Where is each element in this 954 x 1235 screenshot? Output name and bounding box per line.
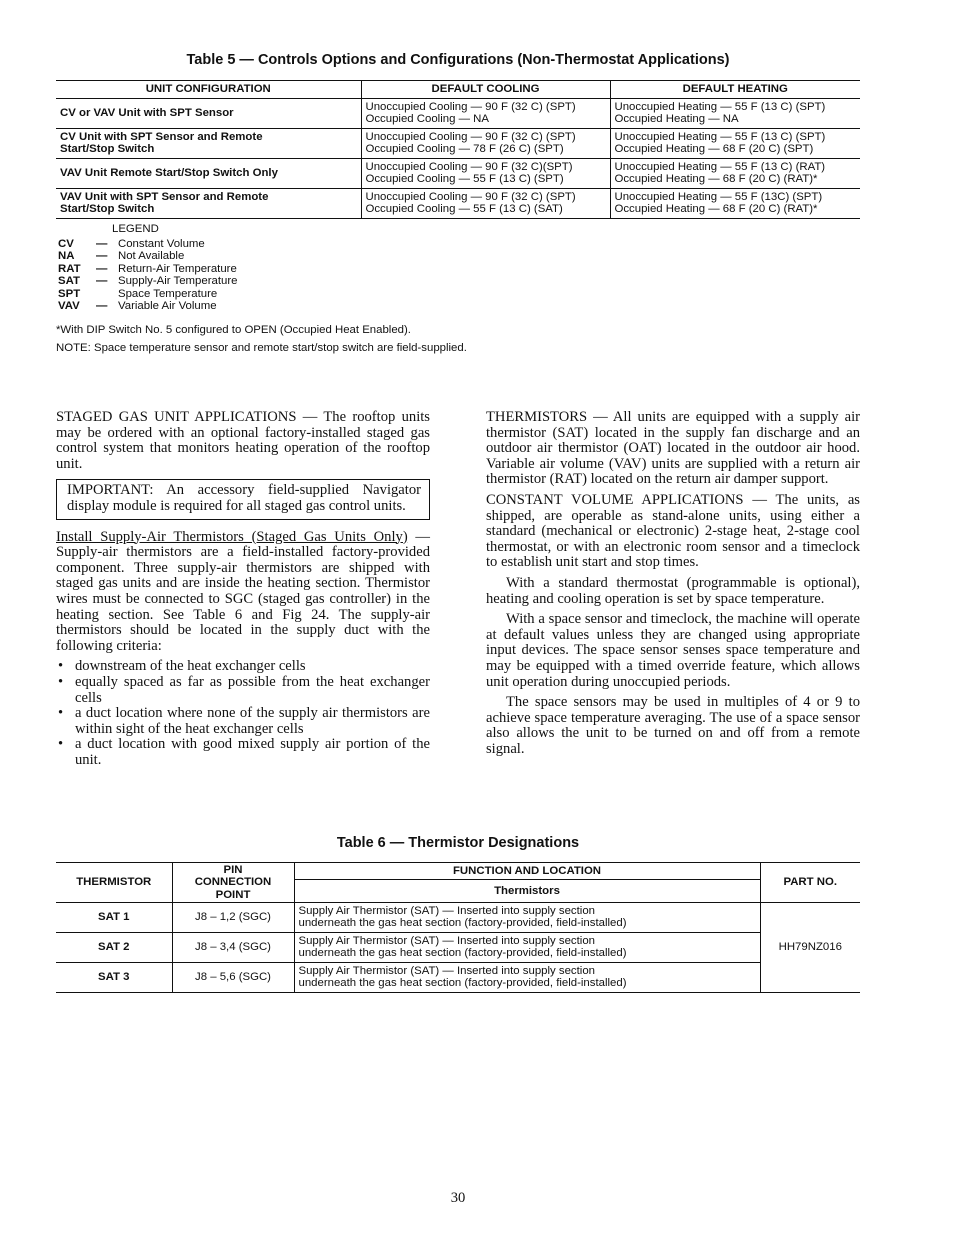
cell-line: Supply Air Thermistor (SAT) — Inserted into supply section <box>298 934 595 947</box>
list-item <box>56 675 430 706</box>
list-item <box>56 659 430 675</box>
cell-line: CV Unit with SPT Sensor and Remote <box>60 130 263 143</box>
legend-item <box>58 275 237 288</box>
table-row <box>56 933 860 963</box>
cell-line: underneath the gas heat section (factory-provided, field-installed) <box>298 977 627 990</box>
sensor-averaging-paragraph: The space sensors may be used in multiples of 4 or 9 to achieve space temperature averaging. The use of a space sensor also allows the unit to be turned on and off from a remote signal. <box>486 694 860 757</box>
table6-header-pin <box>172 863 294 903</box>
cell-line: CV or VAV Unit with SPT Sensor <box>60 106 234 119</box>
cell-line: Unoccupied Cooling — 90 F (32 C) (SPT) <box>365 130 576 143</box>
list-item-text: a duct location with good mixed supply air portion of the unit. <box>75 736 430 768</box>
table6-header-thermistor: THERMISTOR <box>56 863 172 903</box>
table5-heating-cell <box>610 129 860 159</box>
list-item-text: equally spaced as far as possible from the heat exchanger cells <box>75 673 430 706</box>
legend-abbr: RAT <box>58 262 81 275</box>
legend-abbr: VAV <box>58 300 80 312</box>
legend-abbr: NA <box>58 250 75 262</box>
legend-text: Space Temperature <box>118 287 218 300</box>
table5-config-cell <box>56 129 361 159</box>
table5 <box>56 80 860 219</box>
thermistors-paragraph: THERMISTORS — All units are equipped with a supply air thermistor (SAT) located in the supply fan discharge and an outdoor air thermistor (OAT) located in the outdoor air hood. Variable air volume (VAV) units are supplied with a return air thermistor (RAT) located on the return air damper support. <box>486 409 860 488</box>
cell-line: VAV Unit with SPT Sensor and Remote <box>60 190 269 203</box>
cell-line: Unoccupied Heating — 55 F (13 C) (RAT) <box>614 160 826 173</box>
cell-line: Unoccupied Heating — 55 F (13 C) (SPT) <box>614 130 826 143</box>
cell-line: Supply Air Thermistor (SAT) — Inserted into supply section <box>298 964 595 977</box>
table5-config-cell <box>56 99 361 129</box>
install-thermistors-body: — Supply-air thermistors are a field-installed factory-provided component. Three supply-air thermistors are shipped with staged gas units and are inside the heating section. Thermistor wires must be connected to SGC (staged gas controller) in the heating section. See Table 6 and Fig 24. The supply-air thermistors should be located in the supply duct with the following criteria: <box>56 528 431 654</box>
left-column <box>56 410 430 768</box>
space-sensor-paragraph: With a space sensor and timeclock, the machine will operate at default values unless they are changed using appropriate input devices. The space sensor senses space temperature and may be equipped with a timed override feature, which allows unit operation during unoccupied periods. <box>486 611 860 690</box>
table5-config-cell <box>56 189 361 219</box>
legend-text: Constant Volume <box>118 237 205 250</box>
table-row <box>56 159 860 189</box>
cell-line: Occupied Heating — NA <box>614 113 739 125</box>
cell-line: Unoccupied Cooling — 90 F (32 C) (SPT) <box>365 190 576 203</box>
list-item-text: a duct location where none of the supply air thermistors are within sight of the heat exchanger cells <box>75 705 430 737</box>
header-line: PIN <box>223 864 243 876</box>
legend-dash: — <box>96 237 108 250</box>
page-number: 30 <box>450 1190 466 1206</box>
table5-footnote: *With DIP Switch No. 5 configured to OPEN (Occupied Heat Enabled). <box>56 324 411 336</box>
table5-cooling-cell <box>361 129 610 159</box>
install-thermistors-heading: Install Supply-Air Thermistors (Staged Gas Units Only) <box>56 528 408 545</box>
cell-line: Start/Stop Switch <box>60 203 155 215</box>
legend-abbr: CV <box>58 237 74 250</box>
table5-cooling-cell <box>361 189 610 219</box>
cell-line: underneath the gas heat section (factory-provided, field-installed) <box>298 947 627 960</box>
table5-heating-cell <box>610 159 860 189</box>
legend <box>58 223 237 313</box>
legend-dash: — <box>96 275 108 287</box>
header-line: CONNECTION <box>194 876 272 889</box>
legend-abbr: SAT <box>58 275 80 287</box>
list-item-text: downstream of the heat exchanger cells <box>75 658 306 675</box>
cell-line: underneath the gas heat section (factory-provided, field-installed) <box>298 917 627 930</box>
cell-line: Occupied Heating — 68 F (20 C) (SPT) <box>614 143 814 155</box>
cell-line: Occupied Cooling — 78 F (26 C) (SPT) <box>365 143 564 155</box>
cell-line: VAV Unit Remote Start/Stop Switch Only <box>60 166 278 179</box>
table5-header-row <box>56 81 860 99</box>
cell-line: Supply Air Thermistor (SAT) — Inserted into supply section <box>298 904 595 917</box>
legend-text: Variable Air Volume <box>118 300 217 312</box>
thermistor-name: SAT 3 <box>56 963 172 993</box>
function-location <box>294 933 760 963</box>
cell-line: Occupied Heating — 68 F (20 C) (RAT)* <box>614 173 818 185</box>
table6-header-row <box>56 863 860 880</box>
right-column <box>486 410 860 762</box>
staged-gas-paragraph: STAGED GAS UNIT APPLICATIONS — The rooftop units may be ordered with an optional factory-installed staged gas control system that monitors heating operation of the rooftop unit. <box>56 409 430 472</box>
table-row <box>56 99 860 129</box>
legend-item <box>58 300 237 313</box>
thermistor-name: SAT 2 <box>56 933 172 963</box>
table6 <box>56 862 860 993</box>
legend-abbr: SPT <box>58 287 81 300</box>
list-item <box>56 706 430 737</box>
pin-connection: J8 – 5,6 (SGC) <box>172 963 294 993</box>
table5-header-cooling: DEFAULT COOLING <box>361 81 610 99</box>
table5-heating-cell <box>610 189 860 219</box>
legend-item <box>58 263 237 276</box>
bullet-icon: • <box>58 673 64 690</box>
cell-line: Occupied Heating — 68 F (20 C) (RAT)* <box>614 203 818 215</box>
table5-heating-cell <box>610 99 860 129</box>
install-thermistors-paragraph <box>56 530 430 655</box>
cell-line: Unoccupied Heating — 55 F (13 C) (SPT) <box>614 100 826 113</box>
legend-heading: LEGEND <box>112 223 159 235</box>
cell-line: Occupied Cooling — 55 F (13 C) (SAT) <box>365 203 563 215</box>
legend-text: Not Available <box>118 250 185 262</box>
pin-connection: J8 – 3,4 (SGC) <box>172 933 294 963</box>
table6-title: Table 6 — Thermistor Designations <box>336 835 580 851</box>
cell-line: Unoccupied Cooling — 90 F (32 C) (SPT) <box>365 100 576 113</box>
header-line: POINT <box>215 888 251 901</box>
legend-dash <box>96 288 118 301</box>
table-row <box>56 963 860 993</box>
table-row <box>56 129 860 159</box>
cell-line: Occupied Cooling — NA <box>365 113 489 125</box>
table5-cooling-cell <box>361 99 610 129</box>
part-number: HH79NZ016 <box>760 903 860 993</box>
cell-line: Unoccupied Cooling — 90 F (32 C)(SPT) <box>365 160 573 173</box>
legend-item <box>58 250 237 263</box>
bullet-icon: • <box>58 705 64 722</box>
table6-header-function: FUNCTION AND LOCATION <box>294 863 760 880</box>
legend-text: Supply-Air Temperature <box>118 275 238 287</box>
constant-volume-paragraph: CONSTANT VOLUME APPLICATIONS — The units, as shipped, are operable as stand-alone units, using either a standard (mechanical or electronic) 2-stage heat, 2-stage cool thermostat, or with an electronic room sensor and a timeclock to establish unit start and stop times. <box>486 491 860 571</box>
bullet-icon: • <box>58 658 64 675</box>
legend-dash: — <box>96 250 108 262</box>
table-row <box>56 189 860 219</box>
table5-note: NOTE: Space temperature sensor and remote start/stop switch are field-supplied. <box>56 342 467 354</box>
pin-connection: J8 – 1,2 (SGC) <box>172 903 294 933</box>
cell-line: Unoccupied Heating — 55 F (13C) (SPT) <box>614 190 823 203</box>
thermistor-name: SAT 1 <box>56 903 172 933</box>
bullet-icon: • <box>58 736 64 753</box>
cell-line: Start/Stop Switch <box>60 143 155 155</box>
thermostat-paragraph: With a standard thermostat (programmable is optional), heating and cooling operation is set by space temperature. <box>486 574 860 607</box>
legend-dash: — <box>96 300 108 312</box>
table5-header-config: UNIT CONFIGURATION <box>56 81 361 99</box>
table5-cooling-cell <box>361 159 610 189</box>
table6-header-part: PART NO. <box>760 863 860 903</box>
legend-item <box>58 238 237 251</box>
table5-header-heating: DEFAULT HEATING <box>610 81 860 99</box>
criteria-list <box>56 659 430 768</box>
table5-title: Table 5 — Controls Options and Configurations (Non-Thermostat Applications) <box>186 52 730 68</box>
legend-dash: — <box>96 262 108 275</box>
table5-config-cell <box>56 159 361 189</box>
table6-subheader-thermistors: Thermistors <box>294 880 760 903</box>
legend-item <box>58 288 237 301</box>
table-row <box>56 903 860 933</box>
important-notice: IMPORTANT: An accessory field-supplied Navigator display module is required for all staged gas control units. <box>56 479 430 519</box>
list-item <box>56 737 430 768</box>
cell-line: Occupied Cooling — 55 F (13 C) (SPT) <box>365 173 564 185</box>
function-location <box>294 903 760 933</box>
function-location <box>294 963 760 993</box>
legend-text: Return-Air Temperature <box>118 262 237 275</box>
